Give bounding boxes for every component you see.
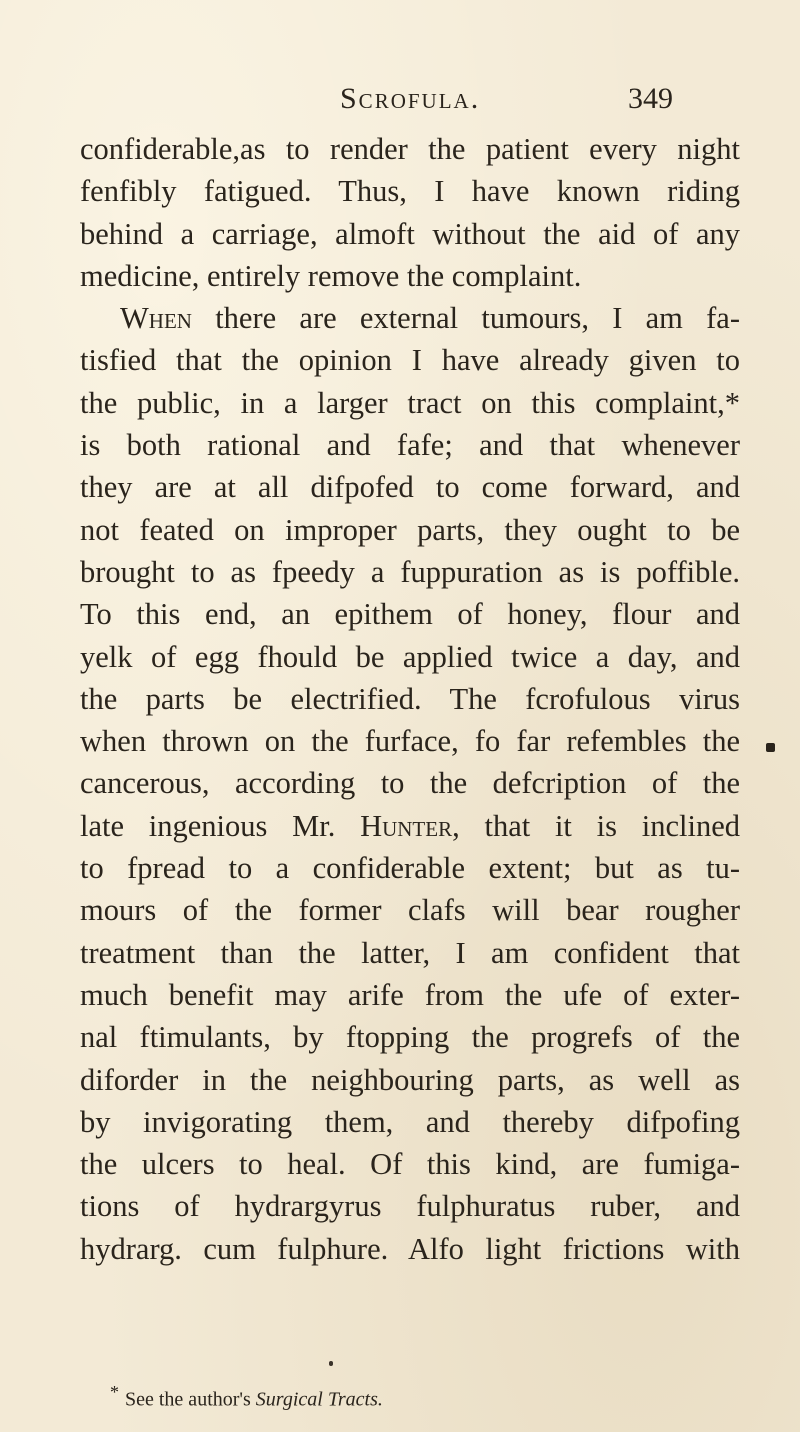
running-head bbox=[0, 82, 800, 122]
text-line: they are at all difpofed to come forward, and bbox=[80, 470, 740, 505]
text-line: confiderable,as to render the patient every night bbox=[80, 132, 740, 166]
text-line: brought to as fpeedy a fuppuration as is poffible. bbox=[80, 554, 740, 589]
text-line: hydrarg. cum fulphure. Alfo light frictions with bbox=[80, 1231, 740, 1266]
text-line: yelk of egg fhould be applied twice a day, and bbox=[80, 639, 740, 674]
text-line: by invigorating them, and thereby difpofing bbox=[80, 1104, 740, 1139]
text-line: tions of hydrargyrus fulphuratus ruber, and bbox=[80, 1189, 740, 1224]
text-line: cancerous, according to the defcription of the bbox=[80, 766, 740, 801]
small-caps-name: Hunter bbox=[360, 808, 453, 843]
text-line: the ulcers to heal. Of this kind, are fumiga- bbox=[80, 1147, 740, 1182]
text-line: medicine, entirely remove the complaint. bbox=[80, 258, 582, 293]
text-line: tisfied that the opinion I have already given to bbox=[80, 343, 740, 378]
footnote bbox=[110, 1382, 383, 1412]
text-line: diforder in the neighbouring parts, as well as bbox=[80, 1062, 740, 1097]
text-line: fenfibly fatigued. Thus, I have known riding bbox=[80, 174, 740, 209]
line-text: late ingenious Mr. bbox=[80, 808, 361, 843]
running-title: Scrofula. bbox=[340, 82, 481, 115]
text-line bbox=[80, 297, 740, 339]
text-line: much benefit may arife from the ufe of exter- bbox=[80, 977, 740, 1012]
text-line: the parts be electrified. The fcrofulous virus bbox=[80, 681, 740, 716]
line-text: , that it is inclined bbox=[452, 808, 740, 843]
text-line: the public, in a larger tract on this complaint,* bbox=[80, 385, 740, 420]
page-number: 349 bbox=[628, 82, 673, 115]
ink-speck bbox=[329, 1361, 333, 1366]
text-line: mours of the former clafs will bear rougher bbox=[80, 893, 740, 928]
text-line: treatment than the latter, I am confident that bbox=[80, 935, 740, 970]
text-line bbox=[80, 805, 740, 847]
small-caps-lead: When bbox=[120, 301, 192, 336]
text-line: behind a carriage, almoft without the aid of any bbox=[80, 216, 740, 251]
text-line: is both rational and fafe; and that whenever bbox=[80, 428, 740, 463]
text-line: when thrown on the furface, fo far refembles the bbox=[80, 724, 740, 759]
ink-blot bbox=[766, 743, 775, 752]
footnote-text: See the author's bbox=[125, 1388, 256, 1411]
footnote-marker: * bbox=[110, 1382, 119, 1402]
footnote-title: Surgical Tracts. bbox=[255, 1388, 383, 1411]
line-text: there are external tumours, I am fa- bbox=[191, 301, 740, 336]
text-line: nal ftimulants, by ftopping the progrefs of the bbox=[80, 1020, 740, 1055]
text-line: not feated on improper parts, they ought to be bbox=[80, 512, 740, 547]
body-text bbox=[80, 128, 740, 1270]
text-line: To this end, an epithem of honey, flour and bbox=[80, 597, 740, 632]
text-line: to fpread to a confiderable extent; but as tu- bbox=[80, 851, 740, 886]
